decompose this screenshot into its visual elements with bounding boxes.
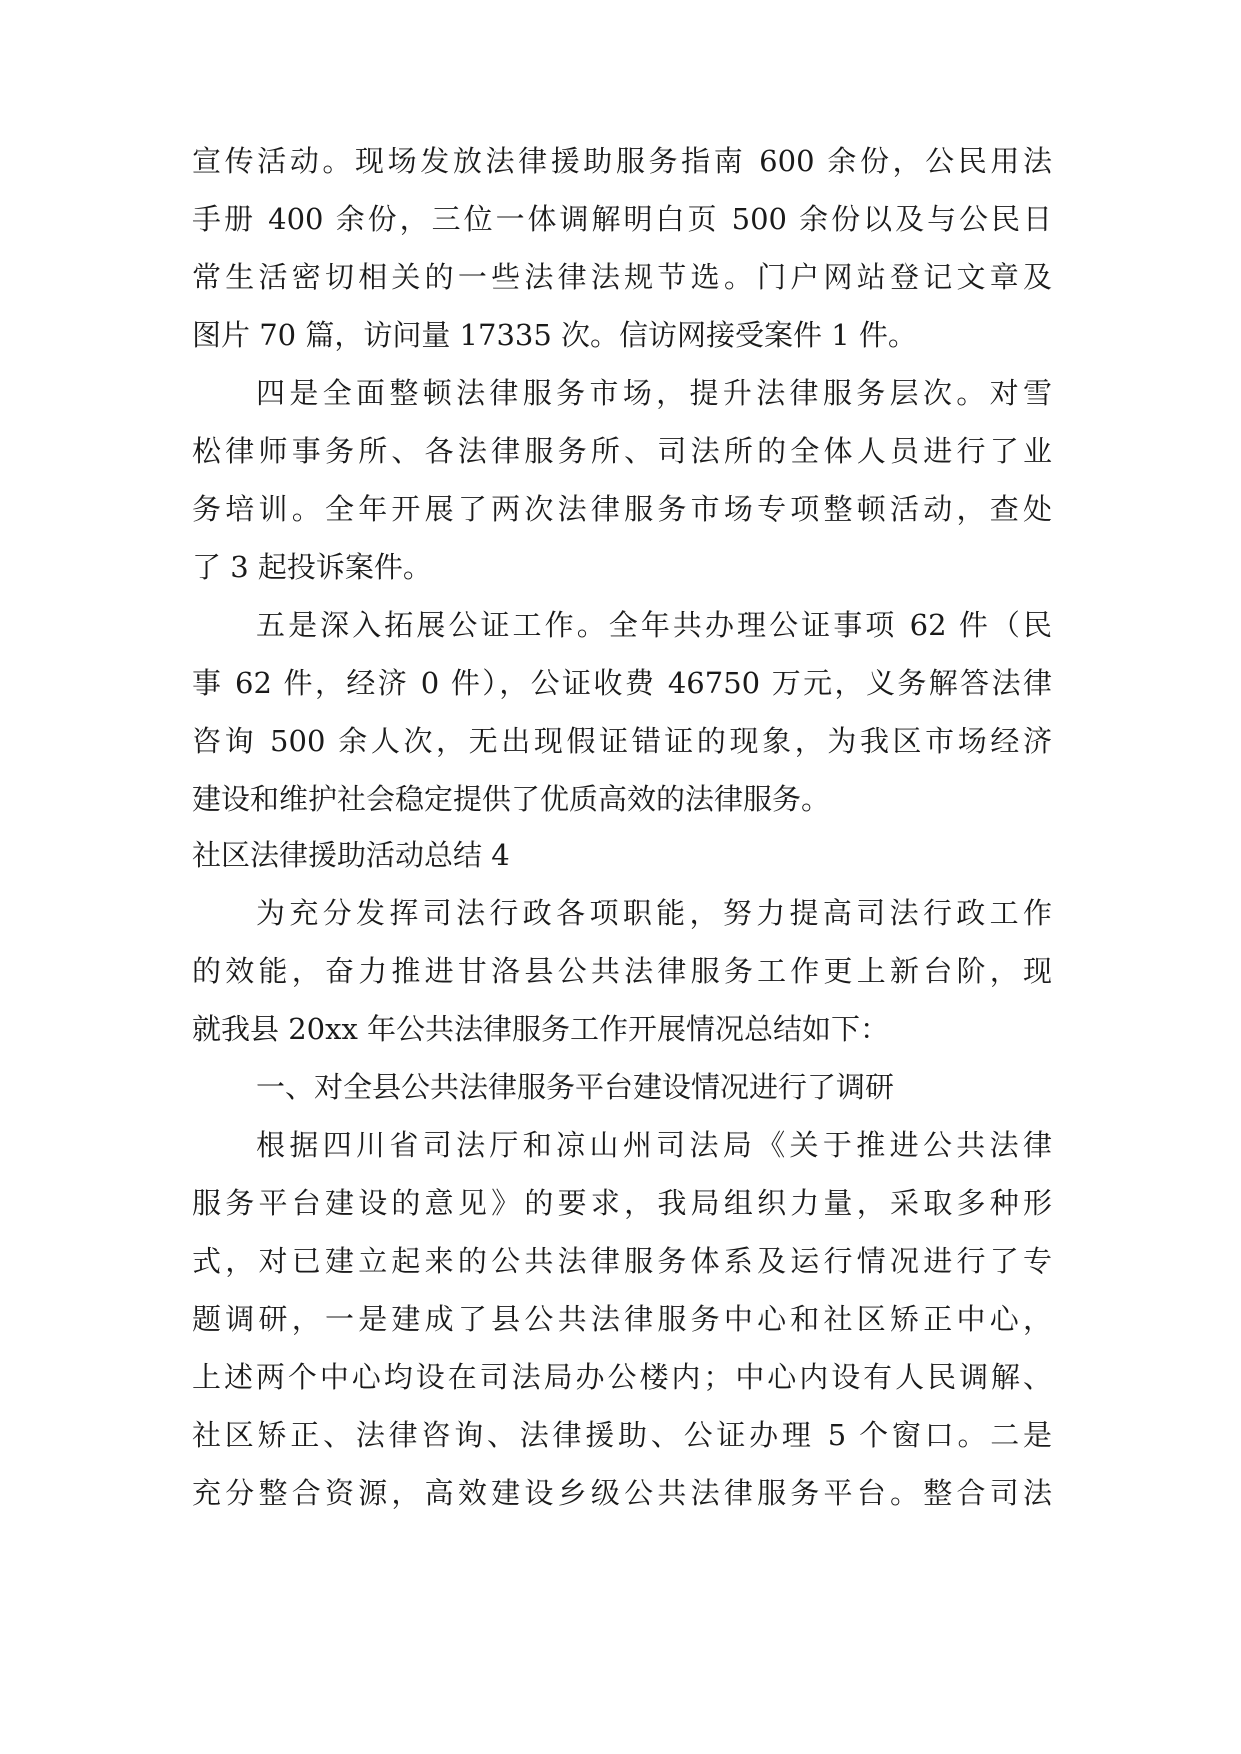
paragraph-line: 咨询 500 余人次，无出现假证错证的现象，为我区市场经济 [192, 724, 1052, 758]
paragraph-line: 就我县 20xx 年公共法律服务工作开展情况总结如下： [192, 1012, 890, 1046]
subheading-line: 一、对全县公共法律服务平台建设情况进行了调研 [256, 1070, 895, 1104]
paragraph-line: 常生活密切相关的一些法律法规节选。门户网站登记文章及 [192, 260, 1052, 294]
paragraph-line: 手册 400 余份，三位一体调解明白页 500 余份以及与公民日 [192, 202, 1052, 236]
paragraph-line: 社区矫正、法律咨询、法律援助、公证办理 5 个窗口。二是 [192, 1418, 1052, 1452]
paragraph-line: 上述两个中心均设在司法局办公楼内；中心内设有人民调解、 [192, 1360, 1052, 1394]
paragraph-line: 务培训。全年开展了两次法律服务市场专项整顿活动，查处 [192, 492, 1052, 526]
section-heading: 社区法律援助活动总结 4 [192, 838, 510, 872]
paragraph-line: 式，对已建立起来的公共法律服务体系及运行情况进行了专 [192, 1244, 1052, 1278]
paragraph-line: 的效能，奋力推进甘洛县公共法律服务工作更上新台阶，现 [192, 954, 1052, 988]
paragraph-line: 五是深入拓展公证工作。全年共办理公证事项 62 件（民 [256, 608, 1052, 642]
paragraph-line: 图片 70 篇，访问量 17335 次。信访网接受案件 1 件。 [192, 318, 917, 352]
paragraph-line: 为充分发挥司法行政各项职能，努力提高司法行政工作 [256, 896, 1052, 930]
paragraph-line: 建设和维护社会稳定提供了优质高效的法律服务。 [192, 782, 831, 816]
paragraph-line: 四是全面整顿法律服务市场，提升法律服务层次。对雪 [256, 376, 1052, 410]
paragraph-line: 根据四川省司法厅和凉山州司法局《关于推进公共法律 [256, 1128, 1052, 1162]
paragraph-line: 松律师事务所、各法律服务所、司法所的全体人员进行了业 [192, 434, 1052, 468]
paragraph-line: 事 62 件，经济 0 件），公证收费 46750 万元，义务解答法律 [192, 666, 1052, 700]
paragraph-line: 服务平台建设的意见》的要求，我局组织力量，采取多种形 [192, 1186, 1052, 1220]
paragraph-line: 题调研，一是建成了县公共法律服务中心和社区矫正中心， [192, 1302, 1052, 1336]
paragraph-line: 充分整合资源，高效建设乡级公共法律服务平台。整合司法 [192, 1476, 1052, 1510]
paragraph-line: 宣传活动。现场发放法律援助服务指南 600 余份，公民用法 [192, 144, 1052, 178]
paragraph-line: 了 3 起投诉案件。 [192, 550, 432, 584]
